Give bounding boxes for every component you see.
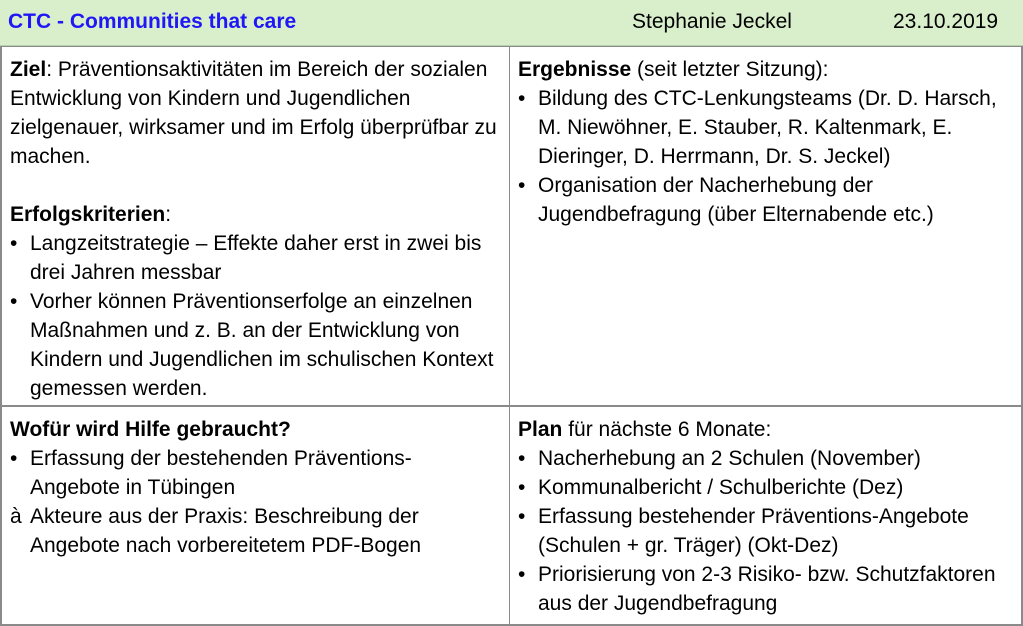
list-item (518, 84, 1013, 171)
help-list (10, 444, 501, 560)
header-bar (0, 0, 1023, 46)
bullet-marker: • (518, 447, 526, 470)
plan-list (518, 444, 1013, 618)
criteria-list (10, 229, 501, 403)
results-suffix: (seit letzter Sitzung): (631, 58, 829, 81)
list-item (10, 502, 501, 560)
goal-paragraph (10, 55, 501, 171)
results-label: Ergebnisse (518, 58, 632, 81)
bullet-marker: • (518, 87, 526, 110)
help-heading (10, 415, 501, 444)
list-item (10, 229, 501, 287)
list-item (518, 502, 1013, 560)
list-item-text: Priorisierung von 2-3 Risiko- bzw. Schutzfaktoren aus der Jugendbefragung (538, 563, 996, 615)
plan-label: Plan (518, 418, 563, 441)
bullet-marker: • (518, 174, 526, 197)
goal-label: Ziel (10, 58, 47, 81)
help-needed-cell (0, 407, 510, 626)
arrow-marker: à (10, 505, 22, 528)
list-item-text: Kommunalbericht / Schulberichte (Dez) (538, 476, 904, 499)
page-title: CTC - Communities that care (8, 10, 297, 33)
list-item (10, 287, 501, 403)
list-item (518, 171, 1013, 229)
results-cell (510, 46, 1023, 407)
list-item-text: Nacherhebung an 2 Schulen (November) (538, 447, 921, 470)
results-heading (518, 55, 1013, 84)
bullet-marker: • (518, 505, 526, 528)
goal-text: : Präventionsaktivitäten im Bereich der sozialen Entwicklung von Kindern und Jugendlichen zielgenauer, wirksamer und im Erfolg überprüfbar zu machen. (10, 58, 497, 168)
list-item (518, 444, 1013, 473)
criteria-heading (10, 200, 501, 229)
bullet-marker: • (10, 232, 18, 255)
criteria-suffix: : (165, 203, 172, 226)
list-item-text: Erfassung der bestehenden Präventions-Angebote in Tübingen (30, 447, 412, 499)
bullet-marker: • (518, 476, 526, 499)
results-list (518, 84, 1013, 229)
bullet-marker: • (518, 563, 526, 586)
spacer (10, 171, 501, 200)
list-item-text: Organisation der Nacherhebung der Jugendbefragung (über Elternabende etc.) (538, 174, 934, 226)
list-item-text: Bildung des CTC-Lenkungsteams (Dr. D. Harsch, M. Niewöhner, E. Stauber, R. Kaltenmark, E. Dieringer, D. Herrmann, Dr. S. Jeckel) (538, 87, 997, 168)
plan-cell (510, 407, 1023, 626)
list-item-text: Langzeitstrategie – Effekte daher erst in zwei bis drei Jahren messbar (30, 232, 482, 284)
plan-heading (518, 415, 1013, 444)
goal-cell (0, 46, 510, 407)
bullet-marker: • (10, 290, 18, 313)
list-item (518, 473, 1013, 502)
criteria-label: Erfolgskriterien (10, 203, 166, 226)
list-item-text: Akteure aus der Praxis: Beschreibung der Angebote nach vorbereitetem PDF-Bogen (30, 505, 422, 557)
list-item (10, 444, 501, 502)
list-item (518, 560, 1013, 618)
author-name: Stephanie Jeckel (632, 10, 792, 33)
bullet-marker: • (10, 447, 18, 470)
list-item-text: Erfassung bestehender Präventions-Angebote (Schulen + gr. Träger) (Okt-Dez) (538, 505, 969, 557)
date-label: 23.10.2019 (893, 10, 999, 33)
help-label: Wofür wird Hilfe gebraucht? (10, 418, 291, 441)
list-item-text: Vorher können Präventionserfolge an einzelnen Maßnahmen und z. B. an der Entwicklung von Kindern und Jugendlichen im schulischen Kontext gemessen werden. (30, 290, 494, 400)
plan-suffix: für nächste 6 Monate: (562, 418, 772, 441)
